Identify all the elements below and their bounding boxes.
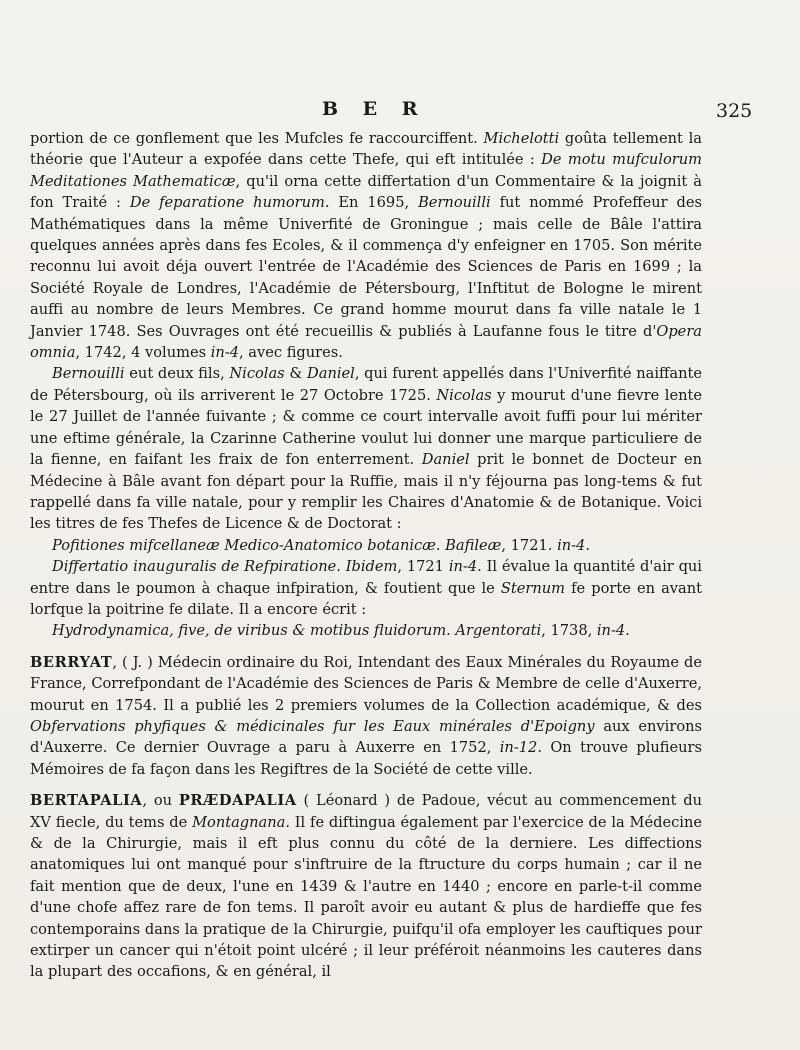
text-run: , avec figures. — [239, 344, 343, 362]
italic-text: Nicolas — [436, 386, 492, 404]
dictionary-entry — [30, 652, 702, 780]
italic-text: De feparatione humorum. — [129, 194, 330, 212]
italic-text: Bernouilli — [418, 194, 491, 212]
text-run: , ou — [142, 792, 179, 810]
italic-text: Michelotti — [483, 130, 560, 147]
running-head-title: B E R — [322, 98, 427, 120]
text-run: fe porte en avant lorfque la poitrine fe dilate. Il a encore écrit : — [30, 579, 702, 618]
text-run: prit le bonnet de Docteur en Médecine à Bâle avant fon départ pour la Ruffie, mais il n'y féjourna pas long-tems & fut rappellé dans fa ville natale, pour y remplir les Chaires d'Anatomie & de Botanique. Voici les titres de fes Thefes de Licence & de Doctorat : — [30, 451, 702, 533]
page-number: 325 — [716, 100, 753, 122]
text-run: y mourut d'une fievre lente le 27 Juillet de l'année fuivante ; & comme ce court intervalle avoit fuffi pour lui mériter une eftime générale, la Czarinne Catherine voulut lui donner une marque particuliere de la fienne, en faifant les fraix de fon enterrement. — [30, 386, 702, 469]
italic-text: Bernouilli — [52, 365, 125, 383]
italic-text: in-4. — [596, 622, 630, 640]
text-run: , qu'il orna cette differtation d'un Commentaire & la joignit à fon Traité : — [30, 172, 702, 212]
text-run: , 1721 — [397, 558, 449, 576]
italic-text: in-4 — [210, 344, 240, 362]
text-run: & — [284, 365, 308, 383]
italic-text: Hydrodynamica, five, de viribus & motibus fluidorum. Argentorati — [52, 622, 542, 640]
text-run: , ( J. ) Médecin ordinaire du Roi, Intendant des Eaux Minérales du Royaume de France, Correfpondant de l'Académie des Sciences de Paris & Membre de celle d'Auxerre, mourut en 1754. Il a publié les 2 premiers volumes de la Collection académique, & des — [30, 653, 702, 714]
italic-text: Montagnana. — [192, 813, 290, 831]
italic-text: in-4. — [557, 536, 590, 554]
italic-text: Daniel — [307, 365, 355, 383]
italic-text: Opera omnia — [30, 322, 702, 362]
italic-text: Daniel — [421, 451, 470, 469]
italic-text: Pofitiones mifcellaneæ Medico-Anatomico botanicæ. Bafileæ — [52, 536, 502, 554]
text-run: En 1695, — [329, 194, 419, 212]
body-text — [30, 128, 702, 983]
italic-text: Differtatio inauguralis de Refpiratione. Ibidem — [52, 558, 398, 576]
headword: PRÆDAPALIA — [178, 792, 297, 810]
text-run: portion de ce gonflement que les Mufcles fe raccourciffent. — [30, 130, 484, 147]
text-run: , 1742, 4 volumes — [75, 344, 211, 362]
text-run: goûta tellement la théorie que l'Auteur a expofée dans cette Thefe, qui eft intitulée : — [30, 130, 702, 169]
text-run: , 1738, — [541, 622, 597, 640]
text-run: eut deux fils, — [124, 365, 230, 383]
italic-text: Obfervations phyfiques & médicinales fur les Eaux minérales d'Epoigny — [30, 717, 595, 735]
italic-text: De motu mufculorum Meditationes Mathematicæ — [30, 151, 702, 190]
italic-text: in-12. — [499, 739, 542, 757]
text-run: , qui furent appellés dans l'Univerfité naiffante de Pétersbourg, où ils arriverent le 27 Octobre 1725. — [30, 365, 702, 404]
text-run: On trouve plufieurs Mémoires de fa façon dans les Regiftres de la Société de cette ville. — [30, 739, 702, 778]
paragraph — [30, 535, 702, 556]
dictionary-entry — [30, 790, 702, 983]
headword: BERTAPALIA — [30, 792, 143, 810]
paragraph — [30, 620, 702, 641]
paragraph — [30, 556, 702, 620]
text-run: fut nommé Profeffeur des Mathématiques dans la même Univerfité de Groningue ; mais celle de Bâle l'attira quelques années après dans fes Ecoles, & il commença d'y enfeigner en 1705. Son mérite reconnu lui avoit déja ouvert l'entrée de l'Académie des Sciences de Paris en 1699 ; la Société Royale de Londres, l'Académie de Pétersbourg, l'Inftitut de Bologne le mirent auffi au nombre de leurs Membres. Ce grand homme mourut dans fa ville natale le 1 Janvier 1748. Ses Ouvrages ont été recueillis & publiés à Laufanne fous le titre d' — [30, 194, 703, 340]
text-run: aux environs d'Auxerre. Ce dernier Ouvrage a paru à Auxerre en 1752, — [30, 717, 702, 757]
headword: BERRYAT — [30, 653, 113, 671]
text-run: Il fe diftingua également par l'exercice de la Médecine & de la Chirurgie, mais il eft plus connu du côté de la derniere. Les diffections anatomiques lui ont manqué pour s'inftruire de la ftructure du corps humain ; car il ne fait mention que de deux, l'une en 1439 & l'autre en 1440 ; encore en parle-t-il comme d'une chofe affez rare de fon tems. Il paroît avoir eu autant & plus de hardieffe que fes contemporains dans la pratique de la Chirurgie, puifqu'il ofa employer les cauftiques pour extirper un cancer qui n'étoit point ulcéré ; il leur préféroit néanmoins les cauteres dans la plupart des occafions, & en général, il — [30, 813, 702, 981]
paragraph — [30, 128, 702, 363]
text-run: , 1721. — [501, 536, 558, 554]
italic-text: Nicolas — [229, 365, 285, 383]
text-run: Il évalue la quantité d'air qui entre dans le poumon à chaque infpiration, & foutient que le — [30, 558, 702, 597]
paragraph — [30, 363, 702, 534]
running-head — [0, 98, 800, 124]
italic-text: Sternum — [500, 579, 566, 597]
text-run: ( Léonard ) de Padoue, vécut au commencement du XV fiecle, du tems de — [30, 792, 702, 831]
italic-text: in-4. — [448, 558, 482, 576]
